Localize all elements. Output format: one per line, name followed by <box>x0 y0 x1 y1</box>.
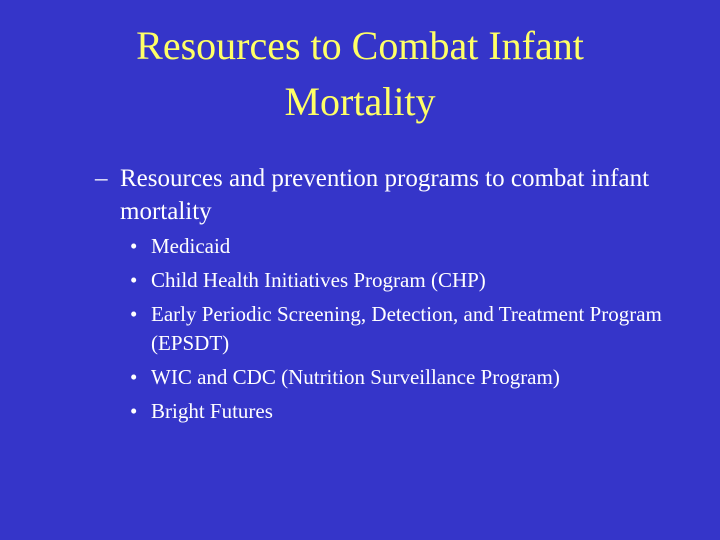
slide-title-line-2: Mortality <box>284 79 436 124</box>
bullet-icon: • <box>130 268 138 292</box>
sub-point-text: Child Health Initiatives Program (CHP) <box>151 268 486 292</box>
sub-point-text: Bright Futures <box>151 399 273 423</box>
bullet-icon: • <box>130 365 138 389</box>
sub-point-wic-cdc <box>130 363 690 392</box>
sub-point-chp <box>130 266 690 295</box>
bullet-icon: • <box>130 234 138 258</box>
sub-point-text: WIC and CDC (Nutrition Surveillance Program) <box>151 365 560 389</box>
sub-point-bright-futures <box>130 397 690 426</box>
slide-title <box>40 18 680 130</box>
sub-point-text: Early Periodic Screening, Detection, and Treatment Program (EPSDT) <box>151 302 662 355</box>
bullet-icon: • <box>130 302 138 326</box>
sub-point-epsdt <box>130 300 690 358</box>
slide-title-line-1: Resources to Combat Infant <box>136 23 584 68</box>
main-point <box>95 162 675 228</box>
dash-bullet: – <box>95 165 108 192</box>
bullet-icon: • <box>130 399 138 423</box>
sub-point-list <box>130 232 690 431</box>
main-point-text: Resources and prevention programs to combat infant mortality <box>120 165 650 225</box>
sub-point-text: Medicaid <box>151 234 231 258</box>
sub-point-medicaid <box>130 232 690 261</box>
